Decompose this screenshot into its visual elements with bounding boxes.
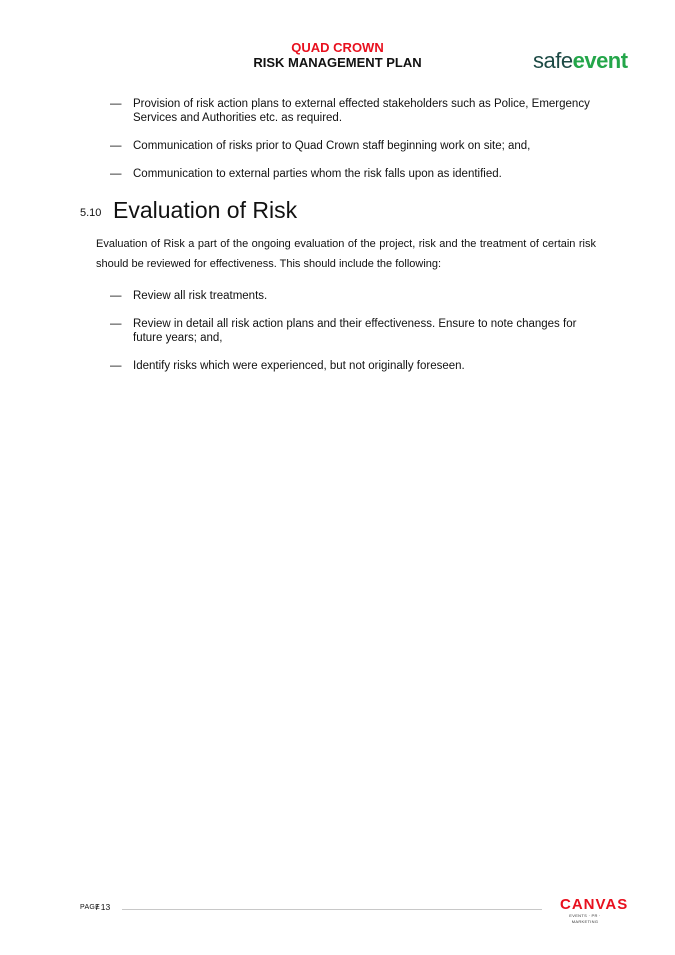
footer-divider (122, 909, 542, 910)
section-heading: Evaluation of Risk (113, 197, 298, 223)
safeevent-logo (533, 48, 628, 74)
list-item (110, 139, 600, 153)
section-number: 5.10 (80, 207, 102, 219)
bullet-dash: — (110, 98, 122, 110)
list-item-text: Review in detail all risk action plans and their effectiveness. Ensure to note changes for future years; and, (133, 318, 577, 344)
canvas-logo (560, 896, 629, 925)
header-title-company: QUAD CROWN (291, 40, 384, 55)
list-item (110, 317, 600, 345)
list-item (110, 359, 600, 373)
header-title-document: RISK MANAGEMENT PLAN (253, 55, 422, 70)
page-label: PAGE (80, 904, 101, 911)
list-item (110, 97, 600, 125)
logo-text-safe: safe (533, 48, 573, 73)
list-item (110, 167, 600, 181)
list-item-text: Communication of risks prior to Quad Crown staff beginning work on site; and, (133, 140, 531, 152)
list-item-text: Provision of risk action plans to external effected stakeholders such as Police, Emergency Services and Authorities etc. as required. (133, 98, 590, 124)
bullet-dash: — (110, 360, 122, 372)
bullet-dash: — (110, 318, 122, 330)
section-paragraph: Evaluation of Risk a part of the ongoing evaluation of the project, risk and the treatment of certain risk should be reviewed for effectiveness. This should include the following: (96, 238, 596, 270)
list-item-text: Identify risks which were experienced, but not originally foreseen. (133, 360, 465, 372)
page-number: / 13 (96, 902, 111, 912)
bullet-dash: — (110, 168, 122, 180)
bullet-list-evaluation (110, 289, 600, 387)
bullet-list-communication (110, 97, 600, 195)
list-item-text: Review all risk treatments. (133, 290, 268, 302)
logo-text-event: event (572, 48, 628, 73)
canvas-logo-word: CANVAS (560, 896, 629, 913)
list-item-text: Communication to external parties whom the risk falls upon as identified. (133, 168, 502, 180)
list-item (110, 289, 600, 303)
bullet-dash: — (110, 140, 122, 152)
canvas-logo-tagline: EVENTS · PR · MARKETING (569, 913, 601, 924)
bullet-dash: — (110, 290, 122, 302)
